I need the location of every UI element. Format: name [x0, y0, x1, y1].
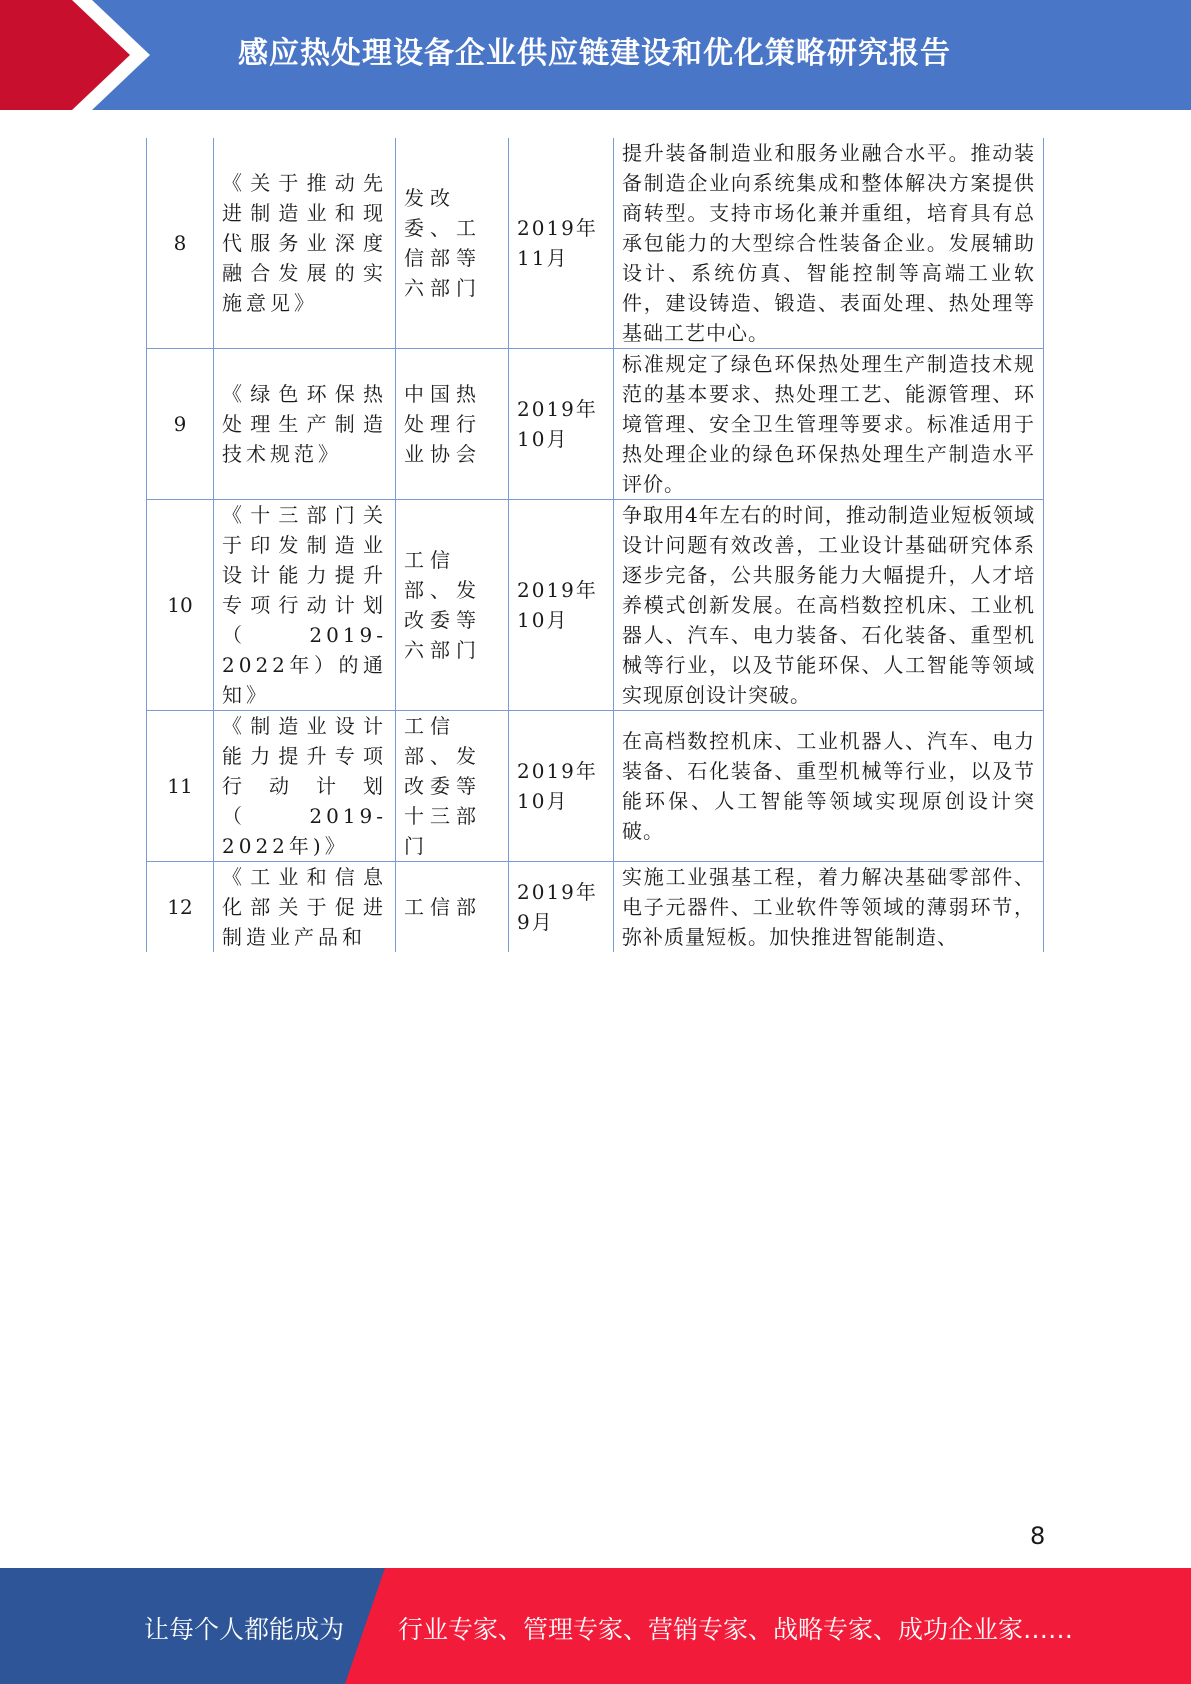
policy-name: 《关于推动先进制造业和现代服务业深度融合发展的实施意见》: [214, 138, 396, 349]
table-row: [147, 711, 1044, 862]
row-number: 9: [147, 349, 214, 500]
row-number: 10: [147, 500, 214, 711]
issuing-department: 发改委、工信部等六部门: [396, 138, 509, 349]
issue-date: 2019年11月: [509, 138, 614, 349]
policy-description: 提升装备制造业和服务业融合水平。推动装备制造企业向系统集成和整体解决方案提供商转型。支持市场化兼并重组，培育具有总承包能力的大型综合性装备企业。发展辅助设计、系统仿真、智能控制等高端工业软件，建设铸造、锻造、表面处理、热处理等基础工艺中心。: [614, 138, 1044, 349]
row-number: 11: [147, 711, 214, 862]
footer-slogan-left: 让每个人都能成为: [144, 1615, 345, 1644]
table-row: [147, 862, 1044, 953]
footer-slogan-right: 行业专家、管理专家、营销专家、战略专家、成功企业家……: [398, 1615, 1074, 1644]
issue-date: 2019年10月: [509, 711, 614, 862]
policy-description: 标准规定了绿色环保热处理生产制造技术规范的基本要求、热处理工艺、能源管理、环境管理、安全卫生管理等要求。标准适用于热处理企业的绿色环保热处理生产制造水平评价。: [614, 349, 1044, 500]
policy-name: 《制造业设计能力提升专项行动计划（2019-2022年)》: [214, 711, 396, 862]
policy-name: 《工业和信息化部关于促进制造业产品和: [214, 862, 396, 953]
policy-description: 争取用4年左右的时间，推动制造业短板领域设计问题有效改善，工业设计基础研究体系逐步完备，公共服务能力大幅提升，人才培养模式创新发展。在高档数控机床、工业机器人、汽车、电力装备、石化装备、重型机械等行业，以及节能环保、人工智能等领域实现原创设计突破。: [614, 500, 1044, 711]
page-header: [0, 0, 1191, 110]
policy-table: [146, 138, 1044, 952]
issuing-department: 工信部、发改委等六部门: [396, 500, 509, 711]
table-row: [147, 138, 1044, 349]
table-row: [147, 500, 1044, 711]
issue-date: 2019年10月: [509, 500, 614, 711]
policy-name: 《十三部门关于印发制造业设计能力提升专项行动计划（2019-2022年）的通知》: [214, 500, 396, 711]
policy-description: 在高档数控机床、工业机器人、汽车、电力装备、石化装备、重型机械等行业，以及节能环保、人工智能等领域实现原创设计突破。: [614, 711, 1044, 862]
page-number: 8: [1030, 1522, 1046, 1550]
issuing-department: 中国热处理行业协会: [396, 349, 509, 500]
table-row: [147, 349, 1044, 500]
issuing-department: 工信部: [396, 862, 509, 953]
policy-description: 实施工业强基工程，着力解决基础零部件、电子元器件、工业软件等领域的薄弱环节，弥补质量短板。加快推进智能制造、: [614, 862, 1044, 953]
row-number: 12: [147, 862, 214, 953]
header-arrow-decoration: [0, 0, 160, 110]
issue-date: 2019年9月: [509, 862, 614, 953]
row-number: 8: [147, 138, 214, 349]
issuing-department: 工信部、发改委等十三部门: [396, 711, 509, 862]
page-footer: [0, 1568, 1191, 1684]
policy-name: 《绿色环保热处理生产制造技术规范》: [214, 349, 396, 500]
report-title: 感应热处理设备企业供应链建设和优化策略研究报告: [238, 36, 951, 71]
issue-date: 2019年10月: [509, 349, 614, 500]
